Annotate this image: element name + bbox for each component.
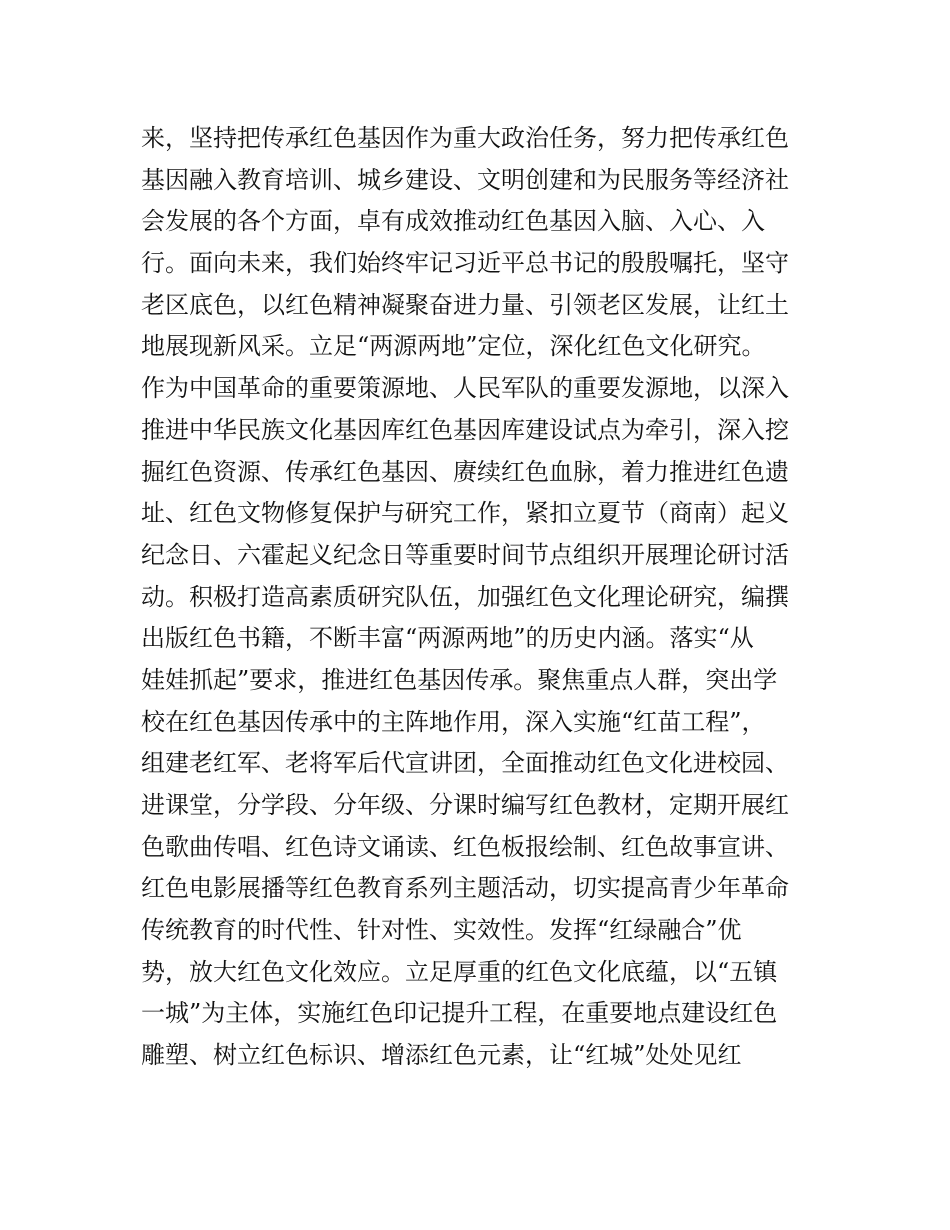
text-line: 纪念日、六霍起义纪念日等重要时间节点组织开展理论研讨活 [141, 540, 789, 569]
text-line: 地展现新风采。立足“两源两地”定位，深化红色文化研究。 [141, 332, 766, 361]
text-line: 址、红色文物修复保护与研究工作，紧扣立夏节（商南）起义 [141, 499, 789, 528]
text-line: 基因融入教育培训、城乡建设、文明创建和为民服务等经济社 [141, 165, 789, 194]
text-line: 校在红色基因传承中的主阵地作用，深入实施“红苗工程”， [141, 707, 766, 736]
text-line: 雕塑、树立红色标识、增添红色元素，让“红城”处处见红 [141, 1041, 742, 1070]
text-line: 组建老红军、老将军后代宣讲团，全面推动红色文化进校园、 [141, 749, 789, 778]
text-line: 作为中国革命的重要策源地、人民军队的重要发源地，以深入 [141, 374, 789, 403]
text-line: 进课堂，分学段、分年级、分课时编写红色教材，定期开展红 [141, 791, 789, 819]
text-line: 动。积极打造高素质研究队伍，加强红色文化理论研究，编撰 [141, 582, 789, 611]
text-line: 势，放大红色文化效应。立足厚重的红色文化底蕴，以“五镇 [141, 957, 778, 986]
text-line: 红色电影展播等红色教育系列主题活动，切实提高青少年革命 [141, 874, 789, 903]
text-line: 掘红色资源、传承红色基因、赓续红色血脉，着力推进红色遗 [141, 457, 789, 486]
text-line: 来，坚持把传承红色基因作为重大政治任务，努力把传承红色 [141, 124, 789, 152]
text-line: 推进中华民族文化基因库红色基因库建设试点为牵引，深入挖 [141, 415, 789, 444]
text-line: 一城”为主体，实施红色印记提升工程，在重要地点建设红色 [141, 999, 778, 1028]
body-text [141, 118, 821, 1077]
text-line: 老区底色，以红色精神凝聚奋进力量、引领老区发展，让红土 [141, 290, 789, 319]
text-line: 出版红色书籍，不断丰富“两源两地”的历史内涵。落实“从 [141, 624, 754, 653]
text-line: 娃娃抓起”要求，推进红色基因传承。聚焦重点人群，突出学 [141, 665, 778, 694]
text-line: 传统教育的时代性、针对性、实效性。发挥“红绿融合”优 [141, 916, 742, 945]
text-line: 会发展的各个方面，卓有成效推动红色基因入脑、入心、入 [141, 207, 765, 236]
text-line: 色歌曲传唱、红色诗文诵读、红色板报绘制、红色故事宣讲、 [141, 832, 789, 861]
text-line: 行。面向未来，我们始终牢记习近平总书记的殷殷嘱托，坚守 [141, 249, 789, 278]
